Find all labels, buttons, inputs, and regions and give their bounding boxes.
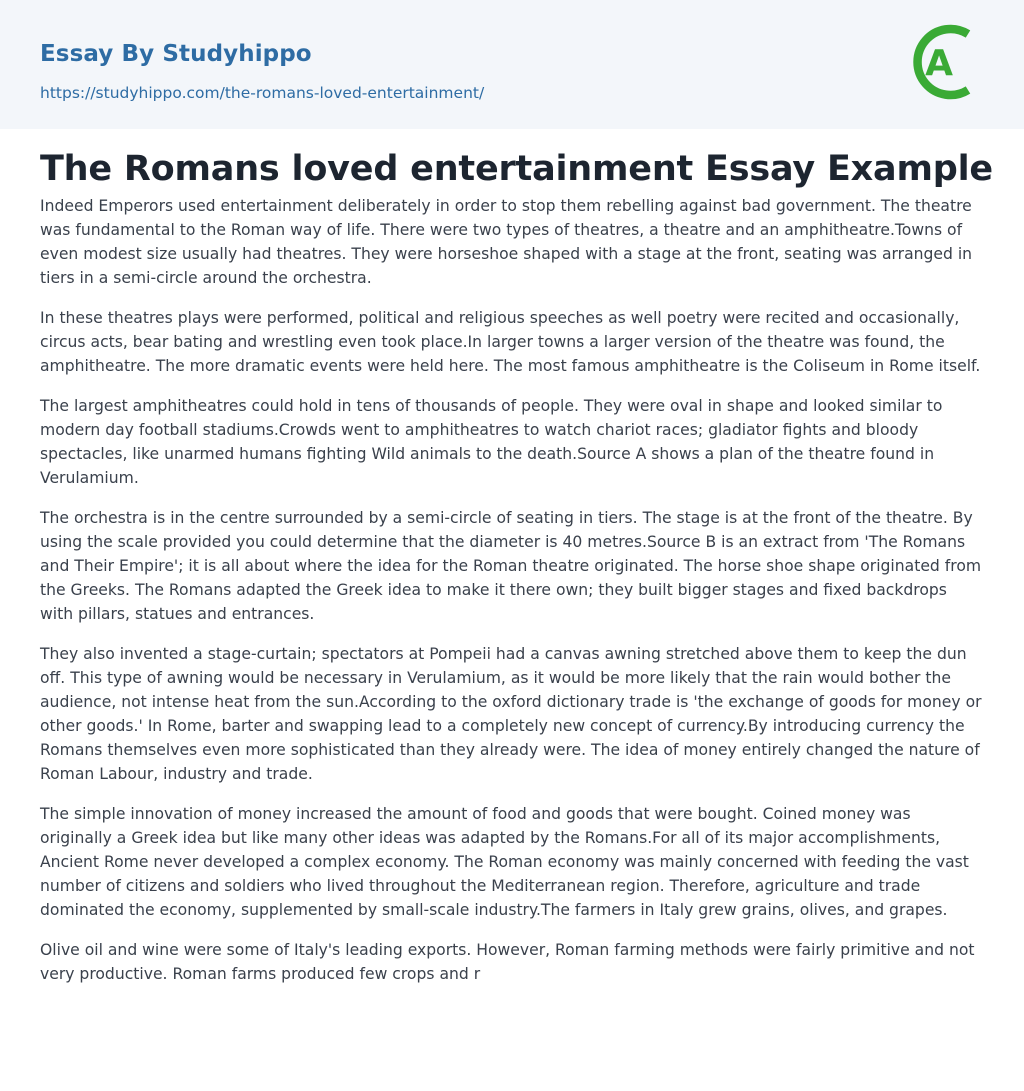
article-body: [40, 194, 984, 1002]
article-paragraph: The orchestra is in the centre surrounded by a semi-circle of seating in tiers. The stage is at the front of the theatre. By using the scale provided you could determine that the diameter is 40 metres.Source B is an extract from 'The Romans and Their Empire'; it is all about where the idea for the Roman theatre originated. The horse shoe shape originated from the Greeks. The Romans adapted the Greek idea to make it there own; they built bigger stages and fixed backdrops with pillars, statues and entrances.: [40, 509, 982, 623]
source-url-link[interactable]: https://studyhippo.com/the-romans-loved-entertainment/: [40, 84, 485, 102]
logo-letter: A: [925, 43, 953, 84]
article-paragraph: They also invented a stage-curtain; spectators at Pompeii had a canvas awning stretched above them to keep the dun off. This type of awning would be necessary in Verulamium, as it would be more likely that the rain would bother the audience, not intense heat from the sun.According to the oxford dictionary trade is 'the exchange of goods for money or other goods.' In Rome, barter and swapping lead to a completely new concept of currency.By introducing currency the Romans themselves even more sophisticated than they already were. The idea of money entirely changed the nature of Roman Labour, industry and trade.: [40, 645, 982, 783]
article-title: The Romans loved entertainment Essay Example: [40, 149, 993, 189]
article-paragraph: The largest amphitheatres could hold in tens of thousands of people. They were oval in shape and looked similar to modern day football stadiums.Crowds went to amphitheatres to watch chariot races; gladiator fights and bloody spectacles, like unarmed humans fighting Wild animals to the death.Source A shows a plan of the theatre found in Verulamium.: [40, 397, 943, 487]
article-paragraph: Olive oil and wine were some of Italy's leading exports. However, Roman farming methods were fairly primitive and not very productive. Roman farms produced few crops and r: [40, 941, 975, 983]
article-paragraph: The simple innovation of money increased the amount of food and goods that were bought. Coined money was originally a Greek idea but like many other ideas was adapted by the Romans.For all of its major accomplishments, Ancient Rome never developed a complex economy. The Roman economy was mainly concerned with feeding the vast number of citizens and soldiers who lived throughout the Mediterranean region. Therefore, agriculture and trade dominated the economy, supplemented by small-scale industry.The farmers in Italy grew grains, olives, and grapes.: [40, 805, 969, 919]
site-brand[interactable]: Essay By Studyhippo: [40, 41, 312, 67]
article-paragraph: In these theatres plays were performed, political and religious speeches as well poetry were recited and occasionally, circus acts, bear bating and wrestling even took place.In larger towns a larger version of the theatre was found, the amphitheatre. The more dramatic events were held here. The most famous amphitheatre is the Coliseum in Rome itself.: [40, 309, 981, 375]
article-paragraph: Indeed Emperors used entertainment deliberately in order to stop them rebelling against bad government. The theatre was fundamental to the Roman way of life. There were two types of theatres, a theatre and an amphitheatre.Towns of even modest size usually had theatres. They were horseshoe shaped with a stage at the front, seating was arranged in tiers in a semi-circle around the orchestra.: [40, 197, 973, 287]
